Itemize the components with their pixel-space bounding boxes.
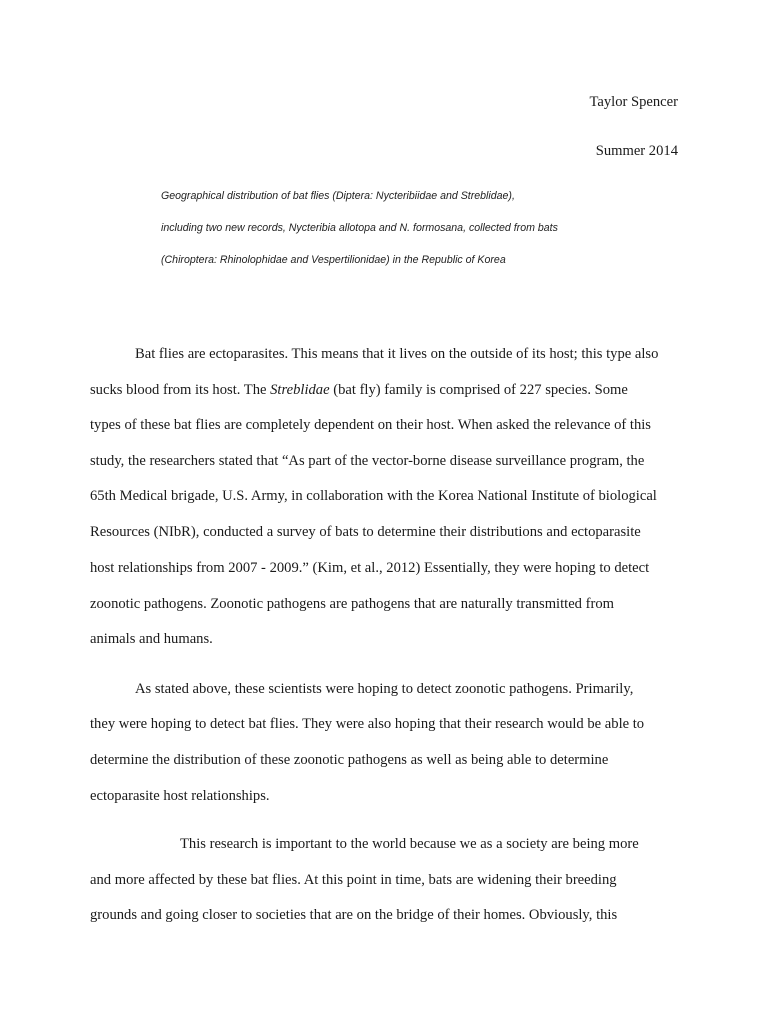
text-run: sucks blood from its host. The: [90, 382, 271, 398]
citation-line: Geographical distribution of bat flies (Diptera: Nycteribiidae and Streblidae),: [161, 190, 515, 202]
text-run: (bat fly) family is comprised of 227 species. Some: [329, 382, 628, 398]
taxon-name: Streblidae: [270, 382, 330, 398]
citation-line: including two new records, Nycteribia allotopa and N. formosana, collected from bats: [161, 222, 558, 234]
paragraph-1-line: [90, 382, 628, 399]
paragraph-3-line: and more affected by these bat flies. At this point in time, bats are widening their breeding: [90, 872, 617, 888]
paragraph-3-line: grounds and going closer to societies that are on the bridge of their homes. Obviously, this: [90, 907, 618, 923]
paragraph-1-line: host relationships from 2007 - 2009.” (Kim, et al., 2012) Essentially, they were hoping to detect: [90, 560, 650, 576]
paragraph-1-line: zoonotic pathogens. Zoonotic pathogens are pathogens that are naturally transmitted from: [90, 596, 614, 612]
paragraph-2-line: ectoparasite host relationships.: [90, 788, 270, 804]
paragraph-3-line: This research is important to the world because we as a society are being more: [180, 836, 639, 852]
paragraph-2-line: determine the distribution of these zoonotic pathogens as well as being able to determine: [90, 752, 609, 768]
paragraph-1-line: animals and humans.: [90, 631, 213, 647]
citation-line: (Chiroptera: Rhinolophidae and Vespertilionidae) in the Republic of Korea: [161, 254, 506, 266]
paragraph-1-line: study, the researchers stated that “As part of the vector-borne disease surveillance program, the: [90, 453, 645, 469]
paragraph-1-line: Resources (NIbR), conducted a survey of bats to determine their distributions and ectoparasite: [90, 524, 641, 540]
term-date: Summer 2014: [595, 143, 678, 159]
paragraph-2-line: As stated above, these scientists were hoping to detect zoonotic pathogens. Primarily,: [135, 681, 634, 697]
paragraph-2-line: they were hoping to detect bat flies. They were also hoping that their research would be able to: [90, 716, 645, 732]
paragraph-1-line: types of these bat flies are completely dependent on their host. When asked the relevance of this: [90, 417, 651, 433]
paragraph-1-line: Bat flies are ectoparasites. This means that it lives on the outside of its host; this type also: [135, 346, 659, 362]
paragraph-1-line: 65th Medical brigade, U.S. Army, in collaboration with the Korea National Institute of biological: [90, 488, 657, 504]
author-name: Taylor Spencer: [589, 94, 678, 110]
